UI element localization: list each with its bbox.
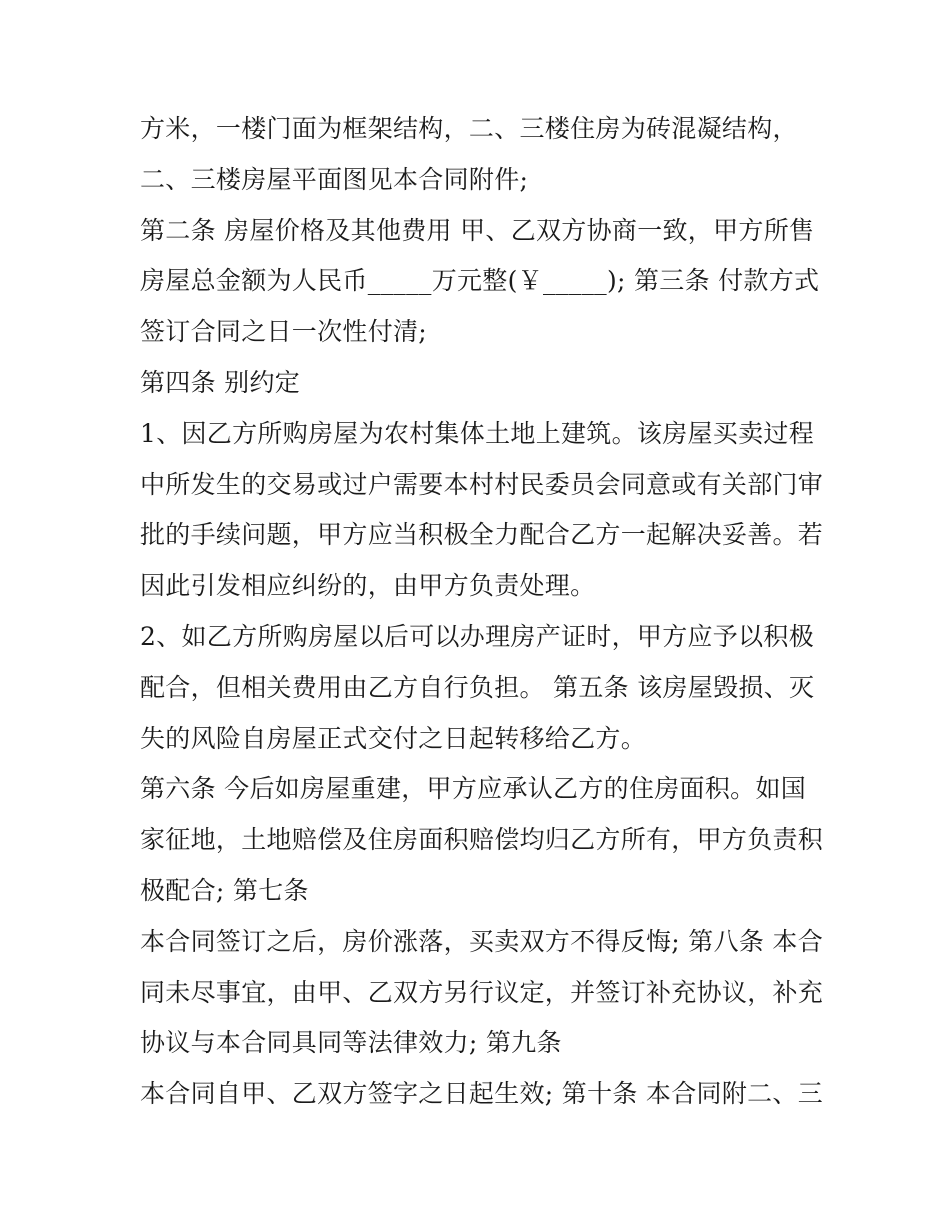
text-line-17: 本合同签订之后，房价涨落，买卖双方不得反悔; 第八条 本合 [140,926,824,956]
text-line-4: 房屋总金额为人民币_____万元整(￥_____); 第三条 付款方式 [140,266,820,296]
text-line-15: 家征地，土地赔偿及住房面积赔偿均归乙方所有，甲方负责积 [140,825,824,855]
text-line-20: 本合同自甲、乙双方签字之日起生效; 第十条 本合同附二、三 [140,1079,824,1109]
text-line-3: 第二条 房屋价格及其他费用 甲、乙双方协商一致，甲方所售 [140,215,815,245]
text-line-11: 2、如乙方所购房屋以后可以办理房产证时，甲方应予以积极 [140,621,815,651]
text-line-2: 二、三楼房屋平面图见本合同附件; [140,164,529,194]
text-line-18: 同未尽事宜，由甲、乙双方另行议定，并签订补充协议，补充 [140,977,824,1007]
text-line-9: 批的手续问题，甲方应当积极全力配合乙方一起解决妥善。若 [140,520,824,550]
text-line-12: 配合，但相关费用由乙方自行负担。 第五条 该房屋毁损、灭 [140,672,815,702]
text-line-1: 方米，一楼门面为框架结构，二、三楼住房为砖混凝结构， [140,114,798,143]
text-line-8: 中所发生的交易或过户需要本村村民委员会同意或有关部门审 [140,469,824,499]
text-line-10: 因此引发相应纠纷的，由甲方负责处理。 [140,571,596,601]
text-line-14: 第六条 今后如房屋重建，甲方应承认乙方的住房面积。如国 [140,774,807,804]
text-line-6: 第四条 别约定 [140,367,301,397]
contract-body [140,104,830,1120]
text-line-19: 协议与本合同具同等法律效力; 第九条 [140,1028,562,1058]
text-line-5: 签订合同之日一次性付清; [140,317,428,347]
text-line-7: 1、因乙方所购房屋为农村集体土地上建筑。该房屋买卖过程 [140,418,815,448]
text-line-16: 极配合; 第七条 [140,875,309,905]
text-line-13: 失的风险自房屋正式交付之日起转移给乙方。 [140,723,647,753]
